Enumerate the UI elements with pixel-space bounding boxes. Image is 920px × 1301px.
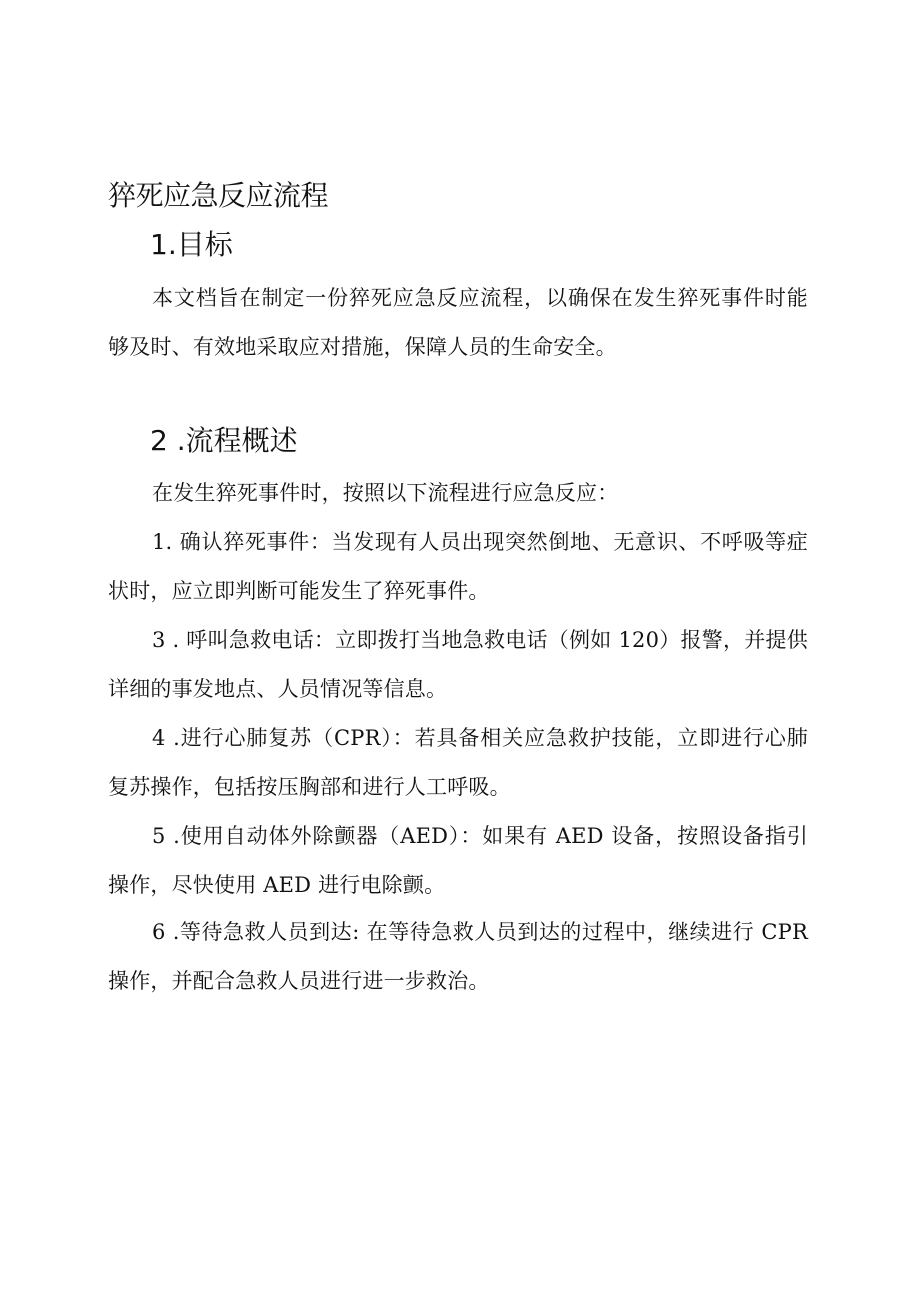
goal-paragraph: 本文档旨在制定一份猝死应急反应流程，以确保在发生猝死事件时能够及时、有效地采取应对措施，保障人员的生命安全。 [108, 286, 808, 359]
step-confirm-event: 1. 确认猝死事件：当发现有人员出现突然倒地、无意识、不呼吸等症状时，应立即判断可能发生了猝死事件。 [108, 530, 808, 603]
step-call-emergency: 3 . 呼叫急救电话：立即拨打当地急救电话（例如 120）报警，并提供详细的事发地点、人员情况等信息。 [108, 628, 808, 701]
step-perform-cpr: 4 .进行心肺复苏（CPR）：若具备相关应急救护技能，立即进行心肺复苏操作，包括按压胸部和进行人工呼吸。 [108, 726, 808, 799]
section-heading-goal: 1.目标 [150, 228, 233, 261]
overview-intro: 在发生猝死事件时，按照以下流程进行应急反应： [152, 481, 619, 505]
document-title: 猝死应急反应流程 [108, 179, 329, 212]
section-heading-overview: 2 .流程概述 [150, 424, 298, 457]
step-await-rescuers: 6 .等待急救人员到达: 在等待急救人员到达的过程中，继续进行 CPR 操作，并配合急救人员进行进一步救治。 [108, 920, 808, 993]
step-use-aed: 5 .使用自动体外除颤器（AED）：如果有 AED 设备，按照设备指引操作，尽快使用 AED 进行电除颤。 [108, 824, 808, 897]
